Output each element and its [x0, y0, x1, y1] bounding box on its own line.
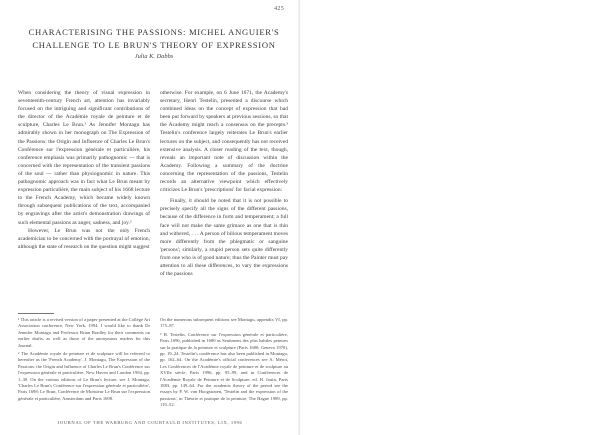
article-title: [28, 26, 280, 52]
footnote: On the numerous subsequent editions see Montagu, appendix VI, pp. 175–87.: [160, 317, 288, 329]
footnote: ² The Académie royale de peinture et de sculpture will be referred to hereafter as the 'French Academy'. J. Montagu, The Expression of the Passions: the Origin and Influence of Charles Le Brun's Conférence sur l'expression générale et particulière, New Haven and London 1994, pp. 1–30. On the various editions of Le Brun's lecture, see J. Montagu, 'Charles Le Brun's Conférence sur l'expression générale et particulière', Paris 1698; Le Brun, Conférence de Monsieur Le Brun sur l'expression générale et particulière, Amsterdam and Paris 1698.: [18, 351, 150, 401]
body-column-right: [160, 89, 288, 278]
body-column-left: [18, 89, 150, 251]
article-title-line-2: CHALLENGE TO LE BRUN'S THEORY OF EXPRESSION: [32, 40, 276, 50]
running-footer: JOURNAL OF THE WARBURG AND COURTAULD INSTITUTES, LIX, 1996: [57, 420, 243, 425]
block-quote: Finally, it should be noted that it is not possible to precisely specify all the signs of the different passions, because of the difference in form and temperament; a full face will not make the same grimace as one that is thin and withered, . . . A person of bilious temperament moves more differently from the phlegmatic or sanguine 'persons'; similarly, a stupid person sets quite differently from one who is of good nature; thus the Painter must pay attention to all these differences, to vary the expressions of the passions: [160, 198, 288, 278]
article-title-line-1: CHARACTERISING THE PASSIONS: MICHEL ANGUIER'S: [28, 27, 280, 37]
author-name: Julia K. Dabbs: [134, 53, 174, 60]
footnotes-left: [18, 317, 150, 402]
footnotes-right: [160, 317, 288, 409]
page-number: 425: [274, 6, 284, 12]
body-paragraph: However, Le Brun was not the only French academician to be concerned with the portrayal of emotion, although the state of research on the question might suggest: [18, 227, 150, 250]
footnote-divider: [18, 313, 54, 314]
body-paragraph: otherwise. For example, on 6 June 1671, the Academy's secretary, Henri Testelin, presented a discourse which combined ideas on the concept of expression that had been put forward by speakers at previous sessions, so that the Academy might reach a consensus on the precepts.³ Testelin's conference largely reiterates Le Brun's earlier lectures on the subject, and consequently has not received extensive analysis. A closer reading of the text, though, reveals an important note of discussion within the Academy. Following a summary of the doctrine concerning the representation of the passions, Testelin records an alternative viewpoint which effectively criticizes Le Brun's 'prescriptions' for facial expression:: [160, 90, 288, 194]
body-paragraph: When considering the theory of visual expression in seventeenth-century French art, attention has invariably focused on the intriguing and significant contributions of the director of the Académie royale de peinture et de sculpture, Charles Le Brun.¹ As Jennifer Montagu has admirably shown in her monograph on The Expression of the Passions: the Origin and Influence of Charles Le Brun's Conférence sur l'expression générale et particulière, his conference emphasis was primarily pathognomic — that is concerned with the representation of the transient passions of the soul — rather than physiognomic in nature. This pathognomic approach was in fact what Le Brun meant by expression particulière, the main subject of his 1668 lecture to the French Academy, which became widely known through subsequent publications of the text, accompanied by engravings after the artist's demonstration drawings of such elemental passions as anger, sadness, and joy.²: [18, 90, 150, 226]
right-page-blank: [300, 0, 600, 435]
footnote: ³ H. Testelin, Conférence sur l'expression générale et particulière, Paris 1696, published in 1680 as Sentimens des plus habiles peintres sur la pratique de la peinture et sculpture (Paris 1680; Geneva 1970), pp. 19–24. Testelin's conférence has also been published in Montagu, pp. 162–64. On the Académie's official conferences see A. Mérot, Les Conférences de l'Académie royale de peinture et de sculpture au XVIIe siècle, Paris 1996, pp. 95–99, and in Conférences de l'Académie Royale de Peinture et de Sculpture, ed. H. Jouin, Paris 1883, pp. 149–64. For the academic theory of the period see the essays by P. W. van Hoogstraten, 'Testelin and the expression of the passions', in Théorie et pratique de la peinture, The Hague 1989, pp. 119–52.: [160, 331, 288, 408]
footnote: ¹ This article is a revised version of a paper presented at the Collège Art Association conference, New York, 1994. I would like to thank Dr Jennifer Montagu and Professor Brian Bradley for their comments on earlier drafts, as well as those of the anonymous readers for this Journal.: [18, 317, 150, 348]
